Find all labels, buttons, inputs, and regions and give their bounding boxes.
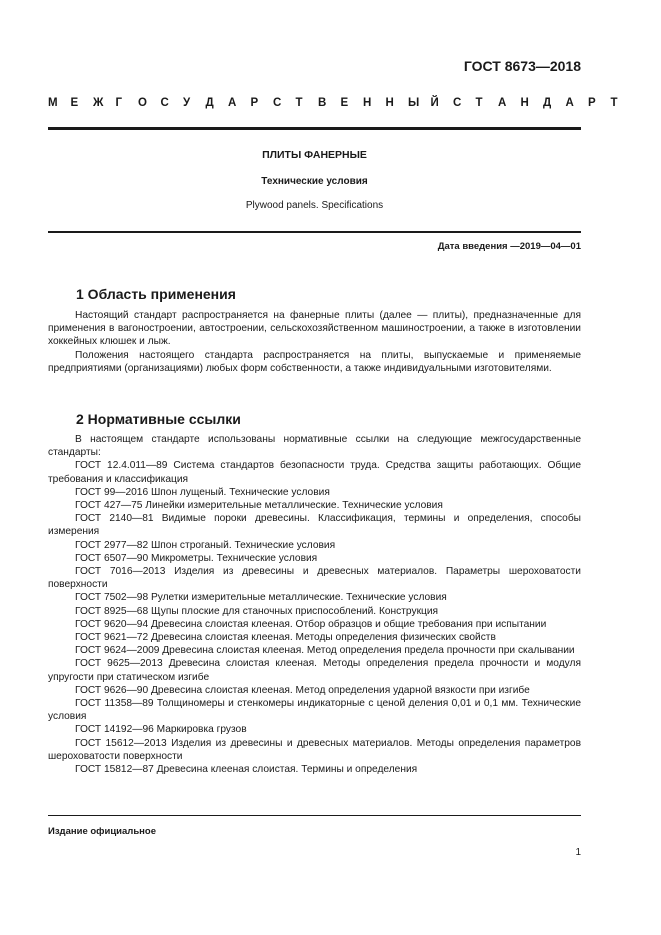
document-title-english: Plywood panels. Specifications <box>245 200 384 211</box>
banner-word-1 <box>48 97 453 109</box>
reference-item: ГОСТ 9626—90 Древесина слоистая клееная. Метод определения ударной вязкости при изгибе <box>75 684 530 696</box>
banner-letter: Т <box>295 97 303 109</box>
reference-item: ГОСТ 6507—90 Микрометры. Технические условия <box>75 552 318 564</box>
document-title: ПЛИТЫ ФАНЕРНЫЕ <box>262 149 367 161</box>
banner-word-2 <box>453 97 633 109</box>
banner-letter: У <box>183 97 191 109</box>
footer-rule <box>48 815 581 816</box>
reference-item: ГОСТ 8925—68 Щупы плоские для станочных приспособлений. Конструкция <box>75 605 439 617</box>
section-2-heading: 2 Нормативные ссылки <box>76 411 241 427</box>
banner-letter: Д <box>205 97 214 109</box>
reference-item: ГОСТ 14192—96 Маркировка грузов <box>75 724 247 736</box>
paragraph: В настоящем стандарте использованы нормативные ссылки на следующие межгосударственные стандарты: <box>48 434 581 459</box>
document-number: ГОСТ 8673—2018 <box>463 58 581 74</box>
paragraph: Настоящий стандарт распространяется на фанерные плиты (далее — плиты), предназначенные для применения в вагоностроении, автостроении, сельскохозяйственном машиностроении, а также в изготовлении хоккейных клюшек и лыж. <box>48 310 581 348</box>
reference-item: ГОСТ 9625—2013 Древесина слоистая клееная. Методы определения предела прочности и модуля упругости при статическом изгибе <box>48 658 581 683</box>
banner-letter: Д <box>543 97 552 109</box>
banner-letter: М <box>48 97 58 109</box>
reference-item: ГОСТ 9620—94 Древесина слоистая клееная. Отбор образцов и общие требования при испытании <box>75 618 547 630</box>
banner-letter: С <box>273 97 282 109</box>
banner-letter: Т <box>475 97 483 109</box>
reference-item: ГОСТ 9621—72 Древесина слоистая клееная. Методы определения физических свойств <box>75 632 496 644</box>
banner-letter: Ж <box>93 97 104 109</box>
reference-item: ГОСТ 12.4.011—89 Система стандартов безопасности труда. Средства защиты работающих. Общие требования и классификация <box>48 460 581 485</box>
banner-letter: Р <box>588 97 596 109</box>
section-1-heading: 1 Область применения <box>76 286 236 302</box>
banner-letter: С <box>160 97 169 109</box>
banner-letter: А <box>228 97 237 109</box>
banner-letter: А <box>565 97 574 109</box>
paragraph: Положения настоящего стандарта распространяется на плиты, выпускаемые и применяемые предприятиями (организациями) любых форм собственности, а также индивидуальными изготовителями. <box>48 349 581 374</box>
banner-letter: Й <box>430 97 439 109</box>
document-subtitle: Технические условия <box>261 176 368 187</box>
official-edition-label: Издание официальное <box>48 826 156 837</box>
banner-letter: Г <box>115 97 123 109</box>
page-number: 1 <box>575 847 581 858</box>
reference-item: ГОСТ 9624—2009 Древесина слоистая клееная. Метод определения предела прочности при скалывании <box>75 645 575 657</box>
section-2-body <box>48 433 581 776</box>
reference-item: ГОСТ 2140—81 Видимые пороки древесины. Классификация, термины и определения, способы измерения <box>48 513 581 538</box>
banner-letter: В <box>318 97 327 109</box>
banner-letter: Н <box>385 97 394 109</box>
reference-item: ГОСТ 427—75 Линейки измерительные металлические. Технические условия <box>75 500 443 512</box>
banner-letter: Н <box>363 97 372 109</box>
reference-item: ГОСТ 15612—2013 Изделия из древесины и древесных материалов. Методы определения параметров шероховатости поверхности <box>48 737 581 762</box>
banner-letter: С <box>453 97 462 109</box>
reference-item: ГОСТ 11358—89 Толщиномеры и стенкомеры индикаторные с ценой деления 0,01 и 0,1 мм. Технические условия <box>48 698 581 723</box>
banner-letter: Т <box>610 97 618 109</box>
banner-letter: Е <box>70 97 79 109</box>
reference-item: ГОСТ 7502—98 Рулетки измерительные металлические. Технические условия <box>75 592 447 604</box>
reference-item: ГОСТ 7016—2013 Изделия из древесины и древесных материалов. Параметры шероховатости поверхности <box>48 566 581 591</box>
reference-item: ГОСТ 2977—82 Шпон строганый. Технические условия <box>75 539 336 551</box>
title-rule <box>48 231 581 233</box>
header-rule <box>48 127 581 130</box>
banner-letter: Н <box>520 97 529 109</box>
reference-item: ГОСТ 15812—87 Древесина клееная слоистая. Термины и определения <box>75 764 418 776</box>
banner-letter: Е <box>340 97 349 109</box>
section-1-body <box>48 309 581 375</box>
banner-letter: А <box>498 97 507 109</box>
banner-letter: Ы <box>408 97 420 109</box>
introduction-date: Дата введения —2019—04—01 <box>437 241 581 252</box>
banner-letter: Р <box>250 97 259 109</box>
reference-item: ГОСТ 99—2016 Шпон лущеный. Технические условия <box>75 486 330 498</box>
banner-letter: О <box>138 97 147 109</box>
standard-type-banner <box>48 97 618 109</box>
